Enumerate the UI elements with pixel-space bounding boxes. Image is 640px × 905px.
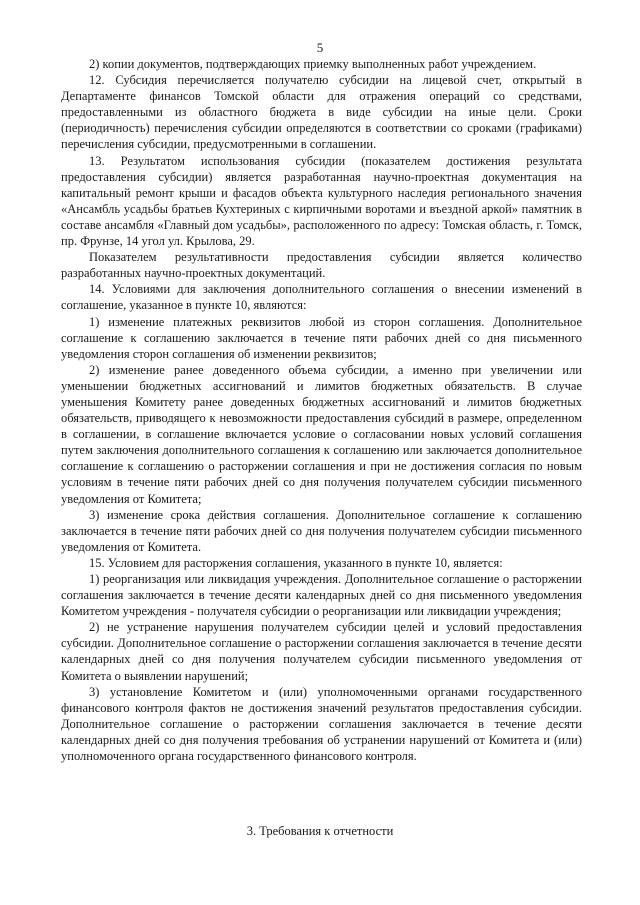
paragraph-clause-15: 15. Условием для расторжения соглашения, указанного в пункте 10, является: — [89, 555, 503, 570]
paragraph-clause-14-item-2: 2) изменение ранее доведенного объема субсидии, а именно при увеличении или уменьшении бюджетных ассигнований и лимитов бюджетных обязательств. В случае уменьшения Комитету ранее доведенных бюджетных ассигнований и лимитов бюджетных обязательств, приводящего к невозможности предоставления субсидий в размере, определенном в соглашении, в соглашение включается условие о согласовании новых условий соглашения путем заключения дополнительного соглашения к соглашению или заключается дополнительное соглашение к соглашению о расторжении соглашения и при не достижения согласия по новым условиям в течение пяти рабочих дней со дня получения получателем субсидии письменного уведомления от Комитета; — [61, 362, 582, 506]
paragraph-clause-12: 12. Субсидия перечисляется получателю субсидии на лицевой счет, открытый в Департаменте финансов Томской области для отражения операций со средствами, предоставленными из областного бюджета в виде субсидии на иные цели. Сроки (периодичность) перечисления субсидии определяются в соответствии со сроками (графиками) перечисления субсидии, предусмотренными в соглашении. — [61, 73, 582, 152]
paragraph-performance-indicator: Показателем результативности предоставления субсидии является количество разработанных научно-проектных документаций. — [61, 250, 582, 281]
paragraph-clause-14-item-1: 1) изменение платежных реквизитов любой из сторон соглашения. Дополнительное соглашение к соглашению заключается в течение пяти рабочих дней со дня письменного уведомления сторон соглашения об изменении реквизитов; — [61, 314, 582, 361]
paragraph-clause-15-item-3: 3) установление Комитетом и (или) уполномоченными органами государственного финансового контроля фактов не достижения значений результатов предоставления субсидии. Дополнительное соглашение о расторжении соглашения заключается в течение десяти календарных дней со дня получения требования об устранении нарушений от Комитета и (или) уполномоченного органа государственного финансового контроля. — [61, 684, 582, 764]
paragraph-documents-copies: 2) копии документов, подтверждающих приемку выполненных работ учреждением. — [89, 57, 537, 71]
paragraph-clause-15-item-1: 1) реорганизация или ликвидация учреждения. Дополнительное соглашение о расторжении соглашения заключается в течение десяти календарных дней со дня письменного уведомления Комитетом учреждения - получателя субсидии о реорганизации или ликвидации учреждения; — [61, 572, 582, 619]
section-heading: 3. Требования к отчетности — [246, 824, 394, 838]
paragraph-clause-13: 13. Результатом использования субсидии (показателем достижения результата предоставления субсидии) является разработанная научно-проектная документация на капитальный ремонт крыши и фасадов объекта культурного наследия регионального значения «Ансамбль усадьбы братьев Кухтериных с кирпичными воротами и въездной аркой» памятник в составе ансамбля «Главный дом усадьбы», расположенного по адресу: Томская область, г. Томск, пр. Фрунзе, 14 угол ул. Крылова, 29. — [61, 153, 582, 249]
document-body — [61, 56, 582, 764]
paragraph-clause-14: 14. Условиями для заключения дополнительного соглашения о внесении изменений в соглашение, указанное в пункте 10, являются: — [61, 282, 582, 313]
paragraph-clause-15-item-2: 2) не устранение нарушения получателем субсидии целей и условий предоставления субсидии. Дополнительное соглашение о расторжении соглашения заключается в течение десяти календарных дней со дня получения получателем субсидии письменного уведомления от Комитета о выявлении нарушений; — [61, 620, 582, 683]
page-number: 5 — [316, 40, 324, 55]
paragraph-clause-14-item-3: 3) изменение срока действия соглашения. Дополнительное соглашение к соглашению заключается в течение пяти рабочих дней со дня получения получателем субсидии письменного уведомления от Комитета. — [61, 507, 582, 554]
